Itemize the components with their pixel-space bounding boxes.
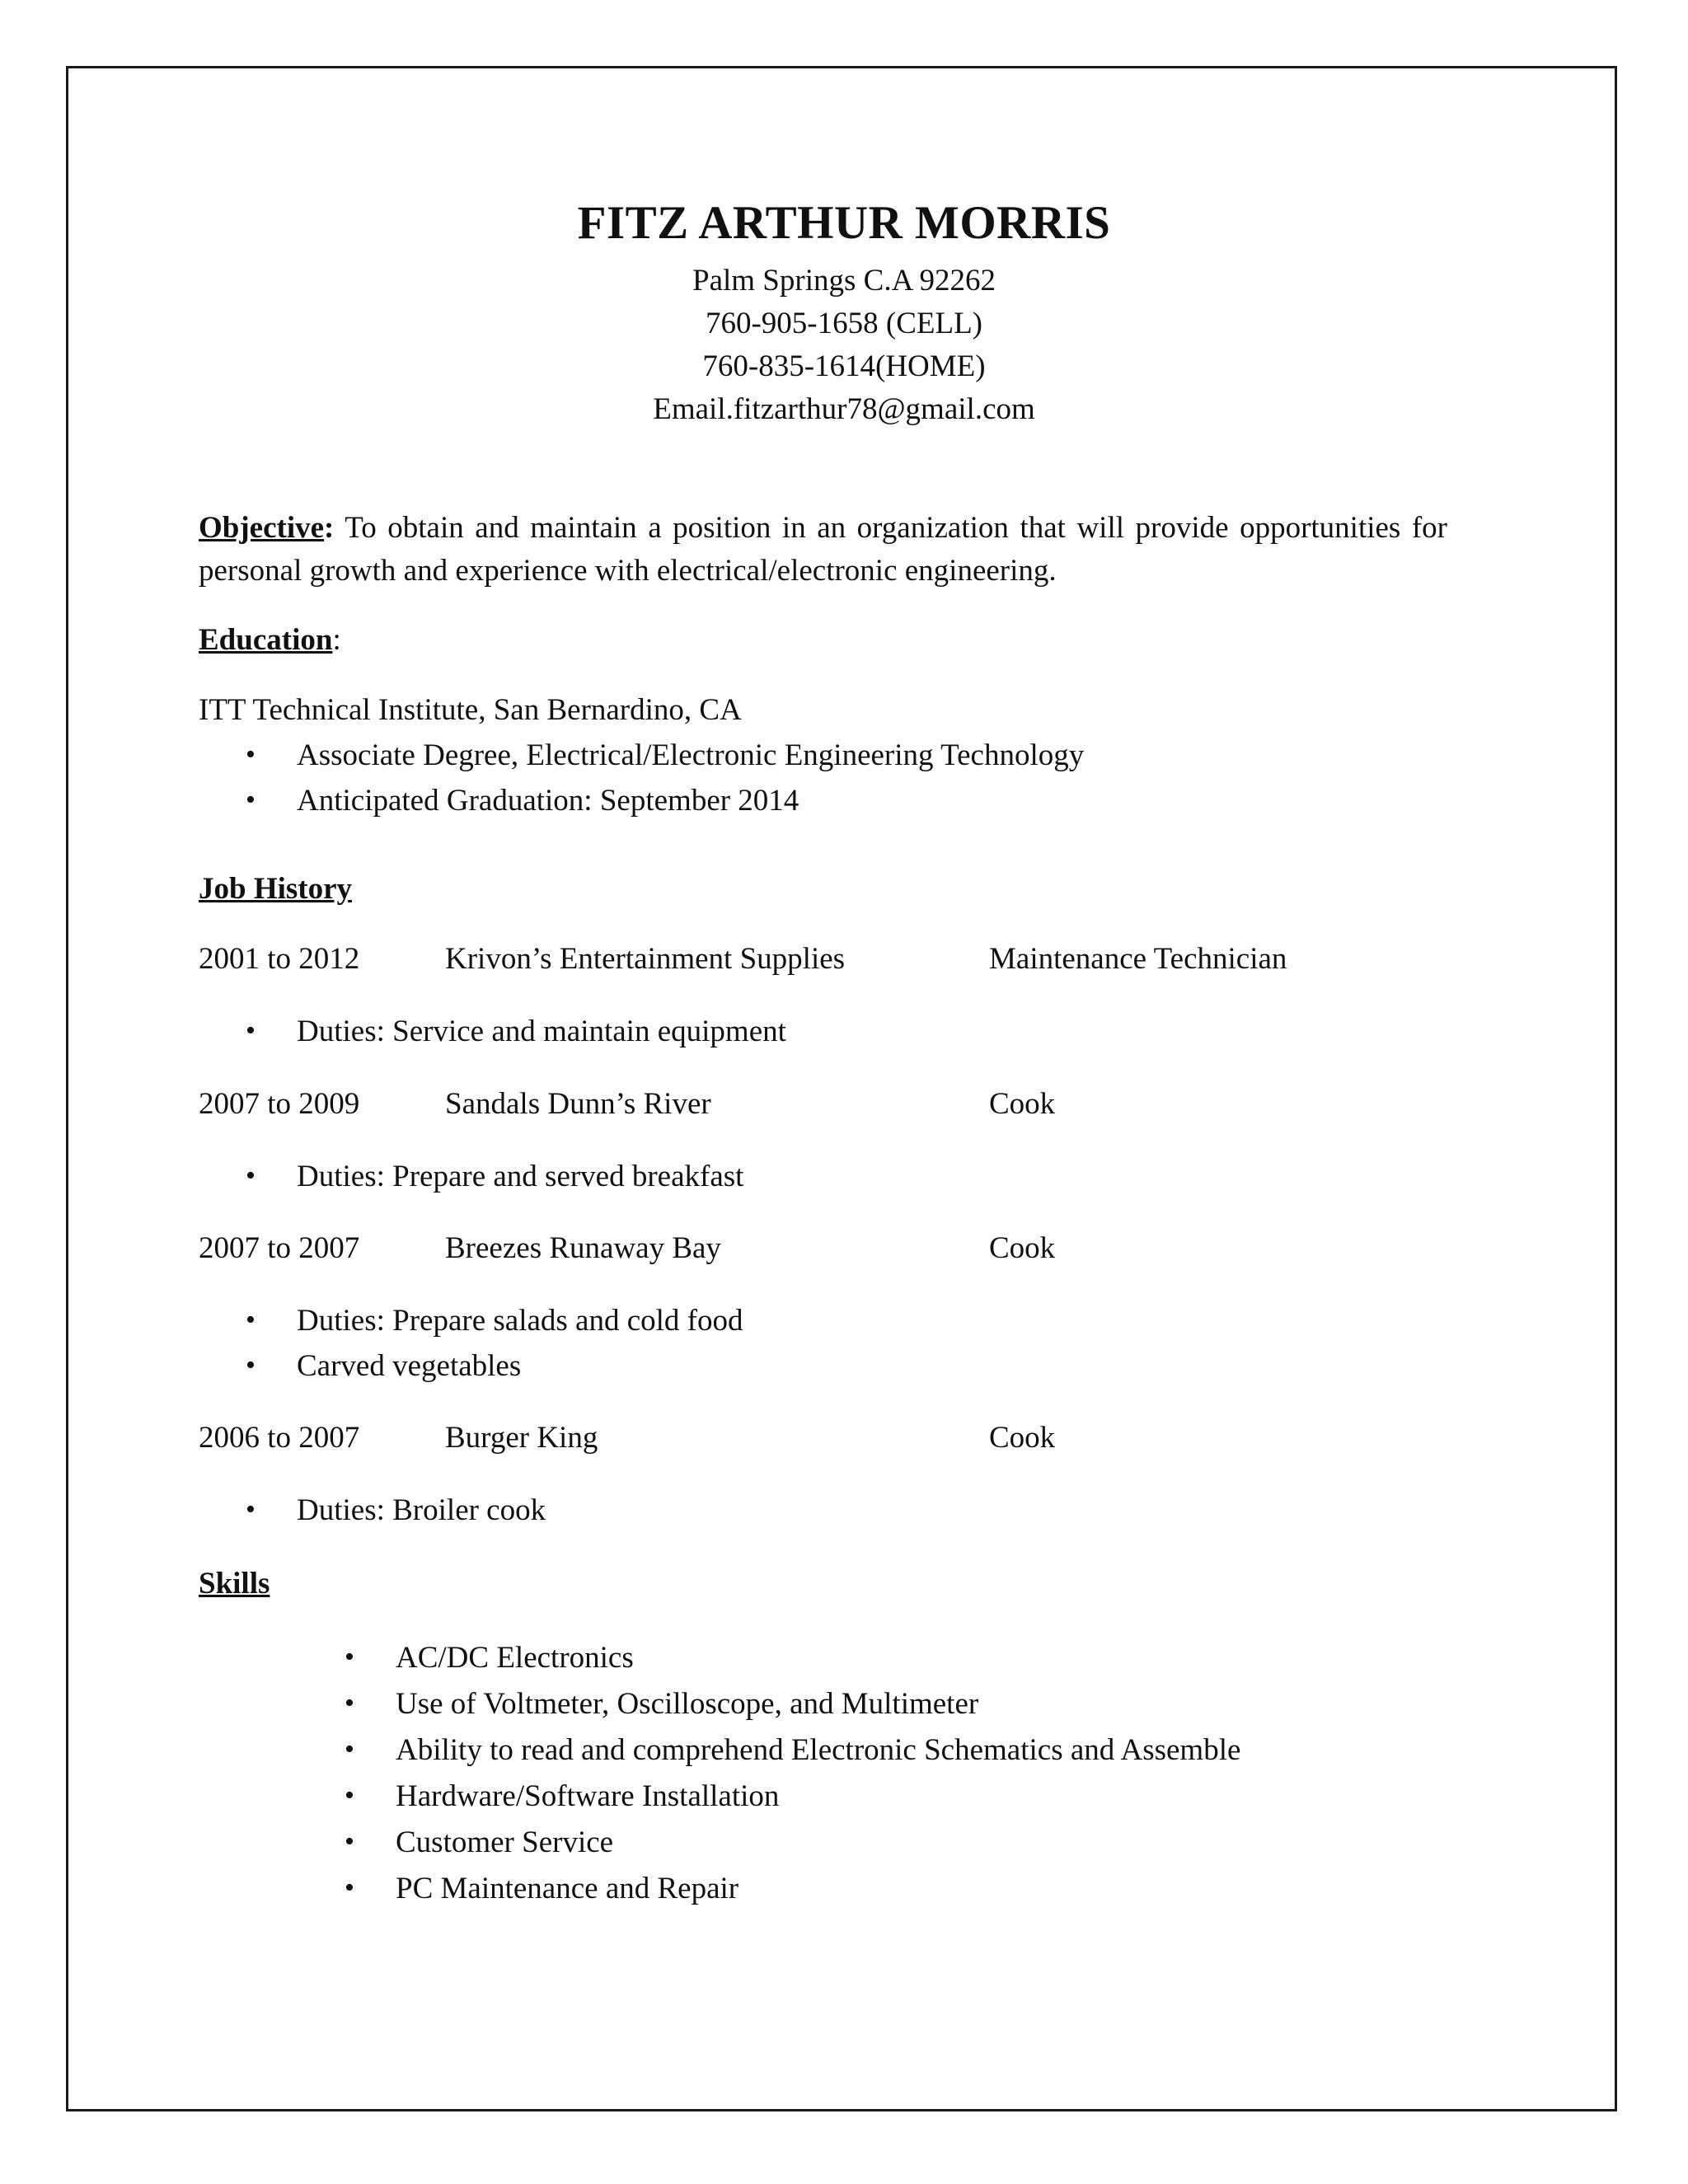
job-position: Cook: [989, 1087, 1056, 1121]
objective-text: To obtain and maintain a position in an organization that will provide opportunities for personal growth and experience with electrical/electronic engineering.: [199, 511, 1447, 588]
job-position: Maintenance Technician: [989, 942, 1287, 976]
job-employer: Burger King: [445, 1421, 598, 1455]
bullet-dot: •: [345, 1642, 354, 1672]
bullet-dot: •: [246, 785, 256, 815]
phone-cell: 760-905-1658 (CELL): [705, 307, 983, 340]
job-employer: Sandals Dunn’s River: [445, 1087, 711, 1121]
skill-item: AC/DC Electronics: [396, 1641, 634, 1675]
address: Palm Springs C.A 92262: [692, 264, 996, 298]
job-dates: 2001 to 2012: [199, 942, 360, 976]
bullet-dot: •: [345, 1780, 354, 1811]
skill-item: Use of Voltmeter, Oscilloscope, and Multimeter: [396, 1687, 979, 1721]
bullet-dot: •: [246, 1305, 256, 1335]
bullet-dot: •: [345, 1688, 354, 1718]
job-dates: 2006 to 2007: [199, 1421, 360, 1455]
objective-colon: :: [324, 511, 335, 545]
job-dates: 2007 to 2007: [199, 1231, 360, 1265]
skill-item: Ability to read and comprehend Electronic Schematics and Assemble: [396, 1733, 1241, 1767]
job-employer: Breezes Runaway Bay: [445, 1231, 721, 1265]
bullet-dot: •: [345, 1734, 354, 1765]
job-employer: Krivon’s Entertainment Supplies: [445, 942, 846, 976]
education-bullet: Associate Degree, Electrical/Electronic Engineering Technology: [297, 738, 1085, 772]
skill-item: Customer Service: [396, 1825, 614, 1859]
job-position: Cook: [989, 1421, 1056, 1455]
objective-label: Objective: [199, 511, 325, 545]
bullet-dot: •: [345, 1872, 354, 1903]
job-duty: Duties: Broiler cook: [297, 1493, 546, 1527]
job-position: Cook: [989, 1231, 1056, 1265]
job-duty: Duties: Service and maintain equipment: [297, 1015, 786, 1048]
skill-item: Hardware/Software Installation: [396, 1779, 780, 1813]
email: Email.fitzarthur78@gmail.com: [653, 392, 1035, 426]
objective-paragraph: [199, 507, 1447, 593]
bullet-dot: •: [246, 739, 256, 770]
job-duty: Duties: Prepare salads and cold food: [297, 1304, 743, 1338]
education-bullet: Anticipated Graduation: September 2014: [297, 784, 799, 818]
bullet-dot: •: [246, 1494, 256, 1525]
skills-title: Skills: [199, 1567, 270, 1601]
job-duty: Carved vegetables: [297, 1349, 522, 1383]
bullet-dot: •: [246, 1015, 256, 1046]
job-history-title: Job History: [199, 872, 353, 906]
skill-item: PC Maintenance and Repair: [396, 1872, 739, 1905]
job-dates: 2007 to 2009: [199, 1087, 360, 1121]
resume-name: FITZ ARTHUR MORRIS: [577, 197, 1111, 249]
education-title: Education: [199, 623, 333, 657]
bullet-dot: •: [246, 1350, 256, 1380]
education-heading: [199, 622, 341, 658]
education-school: ITT Technical Institute, San Bernardino, CA: [199, 693, 742, 727]
bullet-dot: •: [246, 1160, 256, 1191]
job-duty: Duties: Prepare and served breakfast: [297, 1160, 744, 1193]
bullet-dot: •: [345, 1826, 354, 1857]
education-colon: :: [332, 623, 341, 657]
phone-home: 760-835-1614(HOME): [702, 349, 986, 383]
